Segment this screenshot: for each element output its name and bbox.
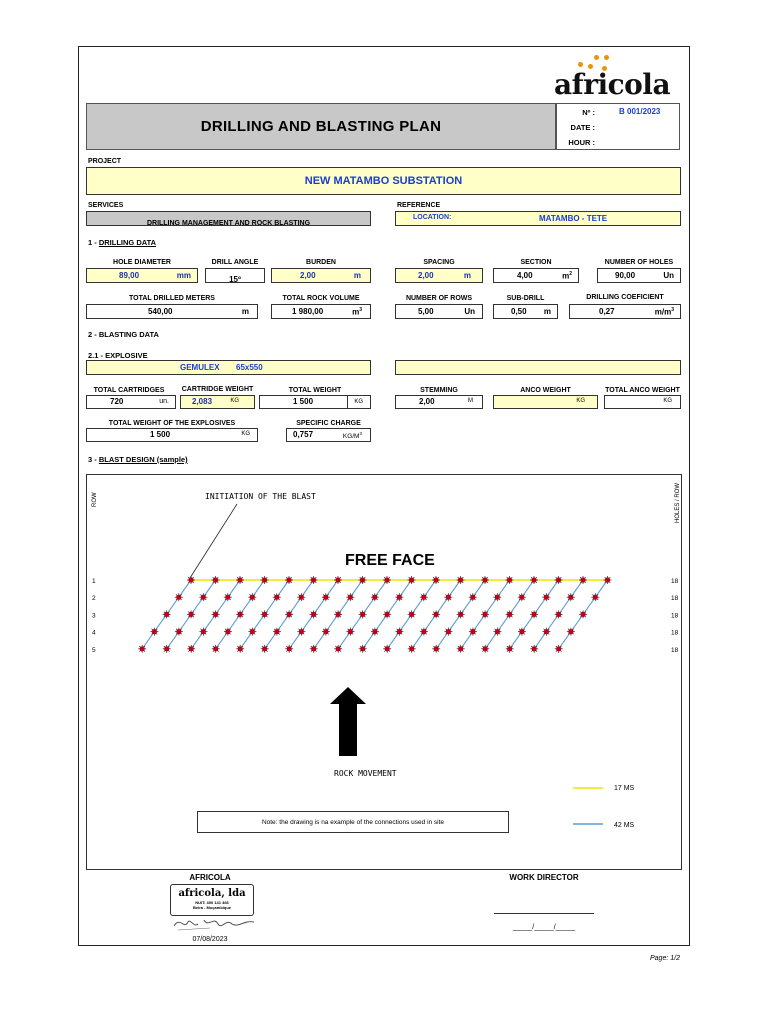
drill-hole [359,576,367,584]
number-of-holes-unit: Un [663,271,674,280]
work-director-date: _____/_____/_____ [512,924,576,931]
hole-diameter-label: HOLE DIAMETER [113,259,171,266]
meta-box [556,103,680,150]
project-field [86,167,681,195]
work-director-label: WORK DIRECTOR [509,873,579,882]
explosive-field-secondary [395,360,681,375]
drill-hole [248,628,256,636]
stemming-value: 2,00 [419,397,435,406]
drill-angle-field [205,268,265,283]
specific-charge-value: 0,757 [293,430,314,439]
drill-hole [506,576,514,584]
logo-text: africola [554,68,671,101]
cartridge-weight-value: 2,083 [192,397,213,406]
number-value: B 001/2023 [619,107,661,116]
drill-hole [579,610,587,618]
total-weight-explosives-field [86,428,258,442]
total-rock-volume-unit [352,307,362,317]
drill-hole [199,593,207,601]
hole-diameter-unit: mm [176,271,191,280]
total-anco-weight-field [604,395,681,409]
number-of-rows-field [395,304,483,319]
company-logo [550,52,675,100]
drill-hole [310,610,318,618]
drill-hole [334,645,342,653]
drill-hole [481,576,489,584]
work-director-signature-line [494,913,594,914]
row-number-label: 3 [92,612,96,620]
total-anco-weight-unit: KG [663,398,672,404]
drill-hole [212,576,220,584]
total-drilled-meters-field [86,304,258,319]
drill-hole [542,593,550,601]
blasting-section-title: 2 - BLASTING DATA [88,330,159,339]
drill-hole [432,610,440,618]
hole-diameter-value: 89,00 [119,271,140,280]
drilling-coeficient-label: DRILLING COEFICIENT [586,294,664,301]
drill-hole [310,576,318,584]
date-label: DATE : [570,123,595,132]
drill-hole [187,645,195,653]
total-rock-volume-unit-text: m [352,307,360,317]
drill-hole [555,576,563,584]
holes-per-row-count: 18 [671,578,679,585]
drill-hole [506,645,514,653]
drill-hole [346,628,354,636]
total-cartridges-field [86,395,176,409]
holes-per-row-count: 18 [671,646,679,654]
drill-hole [236,576,244,584]
stamp-line1: NUIT: 400 141 466 [195,900,229,905]
drill-hole [248,593,256,601]
rock-movement-label: ROCK MOVEMENT [334,769,397,778]
drill-hole [334,576,342,584]
design-section-title [88,455,188,464]
drill-hole [383,610,391,618]
drill-hole [138,645,146,653]
drill-hole [297,628,305,636]
drilling-coeficient-field [569,304,681,319]
sub-drill-value: 0,50 [511,307,527,316]
section-unit [562,271,572,281]
drill-holes [138,576,611,653]
drill-hole [285,610,293,618]
drill-hole [273,593,281,601]
total-drilled-meters-unit: m [241,307,249,316]
legend-42ms-label: 42 MS [614,822,635,829]
drill-hole [346,593,354,601]
drill-hole [481,645,489,653]
number-label: Nº : [582,108,595,117]
burden-value: 2,00 [300,271,316,280]
project-value: NEW MATAMBO SUBSTATION [304,175,463,187]
project-label: PROJECT [88,158,122,165]
drill-hole [530,645,538,653]
drill-hole [175,628,183,636]
reference-label: REFERENCE [397,202,441,209]
total-cartridges-unit: un. [159,398,169,405]
cartridge-weight-unit: KG [230,398,239,404]
drill-hole [506,610,514,618]
drill-hole [150,628,158,636]
drill-hole [444,628,452,636]
drill-hole [261,576,269,584]
drill-hole [567,593,575,601]
row-number-label: 2 [92,595,96,603]
total-rock-volume-unit-sup: 3 [359,307,362,313]
section-unit-text: m [562,271,570,281]
spacing-unit: m [463,271,471,280]
explosive-size: 65x550 [236,363,263,372]
number-row [557,105,681,120]
drill-hole [457,576,465,584]
drill-hole [395,628,403,636]
hour-row [557,135,681,150]
drill-hole [469,593,477,601]
holes-per-row-count: 18 [671,612,679,620]
drill-hole [444,593,452,601]
stamp-name: africola, lda [178,888,246,899]
drill-hole [236,610,244,618]
anco-weight-label: ANCO WEIGHT [520,387,571,394]
row-number-label: 1 [92,578,96,585]
stemming-unit: M [468,398,473,404]
drill-hole [408,576,416,584]
specific-charge-label: SPECIFIC CHARGE [296,420,361,427]
drill-hole [432,645,440,653]
number-of-rows-label: NUMBER OF ROWS [405,295,473,302]
design-note [197,811,509,833]
drill-hole [408,645,416,653]
hole-diameter-field [86,268,198,283]
row-labels [92,578,96,654]
spacing-field [395,268,483,283]
section-field [493,268,579,283]
rock-movement-arrow-icon [330,687,366,756]
drill-hole [236,645,244,653]
signature-date: 07/08/2023 [192,936,228,943]
initiation-pointer [190,504,237,578]
drill-hole [493,628,501,636]
sub-drill-field [493,304,558,319]
drill-hole [493,593,501,601]
drill-hole [322,628,330,636]
drilling-coeficient-unit-sup: 3 [671,307,674,313]
blast-design-panel [86,474,682,870]
drill-hole [481,610,489,618]
drill-hole [591,593,599,601]
explosive-field [86,360,371,375]
design-note-text: Note: the drawing is na example of the connections used in site [261,818,445,826]
number-of-holes-field [597,268,681,283]
drill-hole [604,576,612,584]
total-weight-explosives-value: 1 500 [150,430,171,439]
holes-axis-label: HOLES / ROW [675,482,681,523]
total-cartridges-label: TOTAL CARTRIDGES [93,387,165,394]
drill-hole [310,645,318,653]
drill-hole [212,610,220,618]
hour-label: HOUR : [568,138,595,147]
drill-hole [224,593,232,601]
location-label: LOCATION: [413,214,452,221]
number-of-holes-value: 90,00 [615,271,636,280]
drill-hole [322,593,330,601]
drill-hole [371,628,379,636]
explosive-name: GEMULEX [180,363,220,372]
specific-charge-field [286,428,371,442]
sub-drill-label: SUB-DRILL [506,295,545,302]
total-weight-explosives-unit: KG [241,431,250,437]
total-weight-value: 1 500 [293,397,314,406]
design-section-name: BLAST DESIGN (sample) [98,455,188,464]
drill-hole [518,628,526,636]
drill-hole [334,610,342,618]
total-rock-volume-label: TOTAL ROCK VOLUME [282,295,360,302]
page-number: Page: 1/2 [650,955,680,962]
drill-hole [273,628,281,636]
drill-hole [567,628,575,636]
services-label: SERVICES [88,202,124,209]
date-row [557,120,681,135]
drill-hole [285,576,293,584]
anco-weight-unit: KG [576,398,585,404]
drill-hole [395,593,403,601]
holes-per-row-labels [671,578,679,654]
design-section-prefix: 3 - [88,455,99,464]
legend-17ms-label: 17 MS [614,785,635,792]
drill-hole [187,576,195,584]
drill-hole [285,645,293,653]
drill-hole [359,610,367,618]
drill-hole [163,645,171,653]
drill-hole [297,593,305,601]
services-field [86,211,371,226]
drill-hole [469,628,477,636]
burden-label: BURDEN [306,259,336,266]
total-weight-explosives-label: TOTAL WEIGHT OF THE EXPLOSIVES [108,420,236,427]
specific-charge-unit [343,431,362,440]
stamp-line2: Beira - Moçambique [192,905,231,910]
holes-per-row-count: 18 [671,595,679,603]
drill-hole [261,645,269,653]
drill-hole [408,610,416,618]
location-value: MATAMBO - TETE [539,214,608,223]
drilling-section-name: DRILLING DATA [98,238,157,247]
drill-hole [175,593,183,601]
page-title: DRILLING AND BLASTING PLAN [86,103,556,150]
drill-hole [542,628,550,636]
drill-hole [432,576,440,584]
drilling-coeficient-unit-text: m/m [654,307,672,317]
stemming-label: STEMMING [420,387,458,394]
drill-hole [383,645,391,653]
total-anco-weight-label: TOTAL ANCO WEIGHT [605,387,680,394]
total-weight-field [259,395,371,409]
initiation-label: INITIATION OF THE BLAST [205,492,316,501]
drilling-section-prefix: 1 - [88,238,99,247]
anco-weight-field [493,395,598,409]
drill-hole [457,610,465,618]
sub-drill-unit: m [543,307,551,316]
section-value: 4,00 [517,271,533,280]
cartridge-weight-field [180,395,255,409]
company-signature [170,910,260,934]
stemming-field [395,395,483,409]
free-face-label: FREE FACE [345,552,435,569]
drill-hole [555,645,563,653]
drill-hole [261,610,269,618]
row-number-label: 4 [92,629,96,637]
services-value: DRILLING MANAGEMENT AND ROCK BLASTING [146,220,311,227]
drill-angle-value: 15º [229,275,241,284]
drill-hole [420,593,428,601]
explosive-section-title: 2.1 - EXPLOSIVE [88,351,148,360]
drill-hole [530,610,538,618]
total-drilled-meters-label: TOTAL DRILLED METERS [129,295,215,302]
drill-hole [359,645,367,653]
number-of-rows-value: 5,00 [418,307,434,316]
total-drilled-meters-value: 540,00 [148,307,173,316]
drill-hole [224,628,232,636]
specific-charge-unit-text: KG/M [342,433,360,441]
burden-unit: m [353,271,361,280]
drill-hole [371,593,379,601]
drill-hole [163,610,171,618]
burden-field [271,268,371,283]
holes-per-row-count: 18 [671,629,679,637]
drill-hole [383,576,391,584]
total-weight-label: TOTAL WEIGHT [288,387,342,394]
drilling-coeficient-value: 0,27 [599,307,615,316]
number-of-holes-label: NUMBER OF HOLES [604,259,674,266]
number-of-rows-unit: Un [464,307,475,316]
drill-hole [187,610,195,618]
company-signature-label: AFRICOLA [189,873,231,882]
total-rock-volume-value: 1 980,00 [292,307,324,316]
drilling-coeficient-unit [655,307,674,317]
drill-hole [420,628,428,636]
drill-angle-label: DRILL ANGLE [211,259,259,266]
drill-hole [555,610,563,618]
drill-hole [199,628,207,636]
row-number-label: 5 [92,646,96,654]
section-label: SECTION [520,259,552,266]
drill-hole [457,645,465,653]
total-weight-unit: KG [347,396,363,408]
row-axis-label: ROW [92,492,98,507]
spacing-value: 2,00 [418,271,434,280]
reference-field [395,211,681,226]
total-rock-volume-field [271,304,371,319]
cartridge-weight-label: CARTRIDGE WEIGHT [181,386,254,393]
drilling-section-title [88,238,156,247]
specific-charge-unit-sup: 3 [359,431,362,436]
drill-hole [212,645,220,653]
section-unit-sup: 2 [569,271,572,277]
spacing-label: SPACING [423,259,455,266]
total-cartridges-value: 720 [110,397,124,406]
drill-hole [579,576,587,584]
drill-hole [518,593,526,601]
drill-hole [530,576,538,584]
